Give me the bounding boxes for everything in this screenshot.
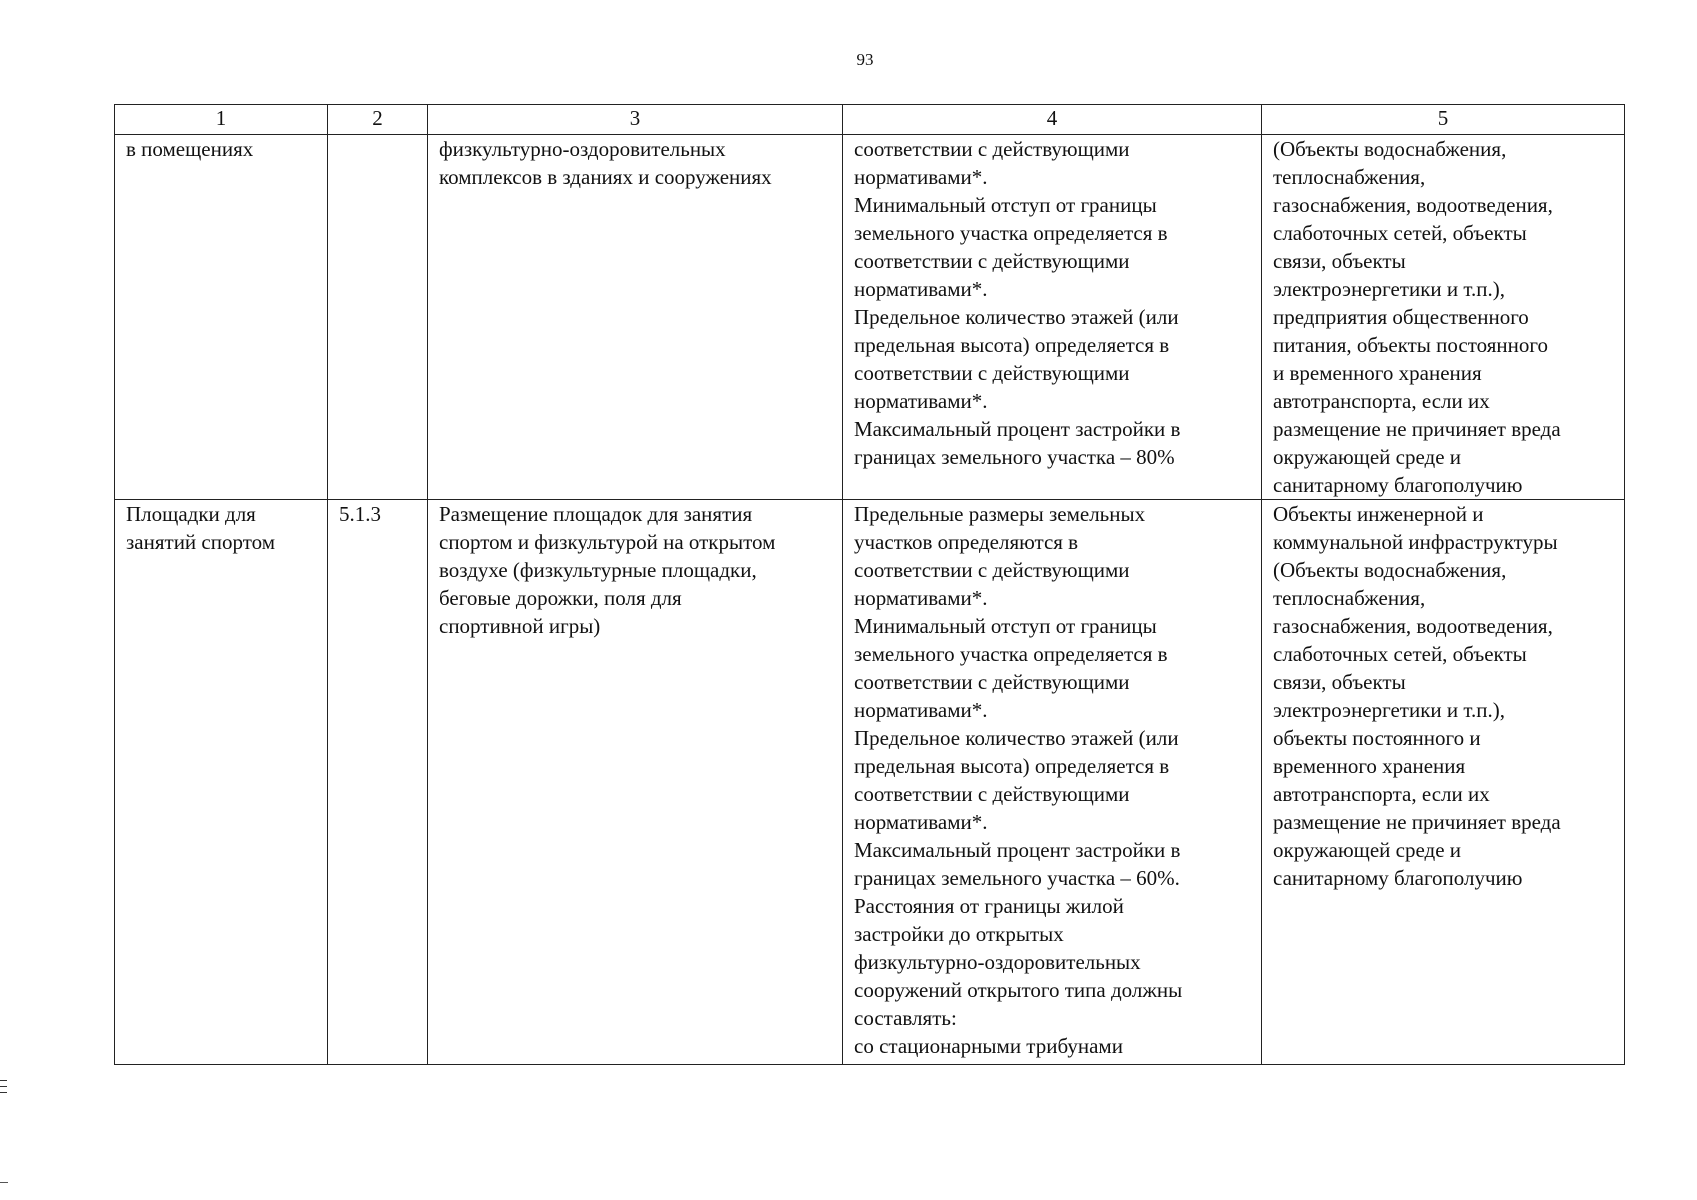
cell-text-line: теплоснабжения,: [1273, 165, 1426, 189]
cell-text-line: предельная высота) определяется в: [854, 754, 1170, 778]
cell-text-line: автотранспорта, если их: [1273, 389, 1490, 413]
cell-text-line: автотранспорта, если их: [1273, 782, 1490, 806]
cell-text-line: 5.1.3: [339, 502, 381, 526]
table-row: [115, 135, 1625, 500]
header-row: [115, 105, 1625, 135]
cell-text-line: объекты постоянного и: [1273, 726, 1481, 750]
cell-text-line: предельная высота) определяется в: [854, 333, 1170, 357]
cell-text-line: земельного участка определяется в: [854, 221, 1168, 245]
cell-text-line: спортом и физкультурой на открытом: [439, 530, 776, 554]
cell-text-line: Минимальный отступ от границы: [854, 614, 1157, 638]
cell-text-line: застройки до открытых: [854, 922, 1064, 946]
table-row: [115, 500, 1625, 1065]
cell-text-line: теплоснабжения,: [1273, 586, 1426, 610]
cell-use-description: [428, 135, 843, 500]
cell-text-line: Площадки для: [126, 502, 256, 526]
cell-text-line: нормативами*.: [854, 810, 988, 834]
cell-text-line: и временного хранения: [1273, 361, 1482, 385]
cell-text-line: спортивной игры): [439, 614, 601, 638]
cell-use-code: [328, 135, 428, 500]
cell-text-line: связи, объекты: [1273, 249, 1406, 273]
cell-text-line: беговые дорожки, поля для: [439, 586, 682, 610]
cell-text-line: размещение не причиняет вреда: [1273, 417, 1561, 441]
cell-text-line: со стационарными трибунами: [854, 1034, 1123, 1058]
cell-parameters: [843, 500, 1262, 1065]
cell-text-line: окружающей среде и: [1273, 445, 1462, 469]
cell-text-line: Максимальный процент застройки в: [854, 838, 1181, 862]
cell-text-line: соответствии с действующими: [854, 361, 1130, 385]
header-cell-4: 4: [843, 105, 1262, 135]
cell-text-line: комплексов в зданиях и сооружениях: [439, 165, 772, 189]
cell-text-line: Максимальный процент застройки в: [854, 417, 1181, 441]
cell-text-line: Размещение площадок для занятия: [439, 502, 753, 526]
cell-text-line: воздухе (физкультурные площадки,: [439, 558, 757, 582]
cell-text-line: окружающей среде и: [1273, 838, 1462, 862]
scan-margin-marks: [0, 1080, 8, 1098]
cell-text-line: границах земельного участка – 80%: [854, 445, 1175, 469]
cell-auxiliary-uses: [1262, 135, 1625, 500]
cell-text-line: питания, объекты постоянного: [1273, 333, 1548, 357]
cell-text-line: (Объекты водоснабжения,: [1273, 558, 1507, 582]
header-cell-2: 2: [328, 105, 428, 135]
cell-use-name: [115, 500, 328, 1065]
cell-text-line: Предельные размеры земельных: [854, 502, 1146, 526]
cell-text-line: коммунальной инфраструктуры: [1273, 530, 1558, 554]
cell-text-line: участков определяются в: [854, 530, 1079, 554]
cell-text-line: физкультурно-оздоровительных: [439, 137, 726, 161]
cell-text-line: связи, объекты: [1273, 670, 1406, 694]
header-cell-5: 5: [1262, 105, 1625, 135]
cell-text-line: составлять:: [854, 1006, 957, 1030]
cell-text-line: Минимальный отступ от границы: [854, 193, 1157, 217]
cell-text-line: нормативами*.: [854, 389, 988, 413]
header-cell-1: 1: [115, 105, 328, 135]
cell-text-line: санитарному благополучию: [1273, 473, 1523, 497]
cell-text-line: Предельное количество этажей (или: [854, 305, 1179, 329]
cell-text-line: размещение не причиняет вреда: [1273, 810, 1561, 834]
cell-text-line: соответствии с действующими: [854, 137, 1130, 161]
cell-text-line: соответствии с действующими: [854, 558, 1130, 582]
cell-text-line: Расстояния от границы жилой: [854, 894, 1124, 918]
cell-text-line: нормативами*.: [854, 698, 988, 722]
cell-auxiliary-uses: [1262, 500, 1625, 1065]
cell-text-line: газоснабжения, водоотведения,: [1273, 614, 1553, 638]
cell-text-line: нормативами*.: [854, 165, 988, 189]
cell-text-line: соответствии с действующими: [854, 249, 1130, 273]
page-number: 93: [856, 50, 874, 69]
cell-text-line: физкультурно-оздоровительных: [854, 950, 1141, 974]
cell-use-code: [328, 500, 428, 1065]
cell-text-line: электроэнергетики и т.п.),: [1273, 277, 1505, 301]
cell-text-line: Предельное количество этажей (или: [854, 726, 1179, 750]
cell-text-line: земельного участка определяется в: [854, 642, 1168, 666]
cell-text-line: занятий спортом: [126, 530, 275, 554]
cell-text-line: газоснабжения, водоотведения,: [1273, 193, 1553, 217]
cell-text-line: слаботочных сетей, объекты: [1273, 642, 1527, 666]
cell-text-line: нормативами*.: [854, 586, 988, 610]
cell-text-line: Объекты инженерной и: [1273, 502, 1484, 526]
land-use-table: [114, 104, 1625, 1065]
cell-text-line: санитарному благополучию: [1273, 866, 1523, 890]
header-cell-3: 3: [428, 105, 843, 135]
scan-margin-tick: [0, 1182, 8, 1183]
cell-text-line: сооружений открытого типа должны: [854, 978, 1183, 1002]
cell-text-line: соответствии с действующими: [854, 670, 1130, 694]
cell-text-line: соответствии с действующими: [854, 782, 1130, 806]
cell-use-description: [428, 500, 843, 1065]
cell-parameters: [843, 135, 1262, 500]
cell-text-line: нормативами*.: [854, 277, 988, 301]
cell-text-line: предприятия общественного: [1273, 305, 1529, 329]
cell-text-line: временного хранения: [1273, 754, 1466, 778]
cell-text-line: в помещениях: [126, 137, 254, 161]
cell-text-line: электроэнергетики и т.п.),: [1273, 698, 1505, 722]
cell-text-line: слаботочных сетей, объекты: [1273, 221, 1527, 245]
cell-text-line: (Объекты водоснабжения,: [1273, 137, 1507, 161]
cell-use-name: [115, 135, 328, 500]
cell-text-line: границах земельного участка – 60%.: [854, 866, 1180, 890]
